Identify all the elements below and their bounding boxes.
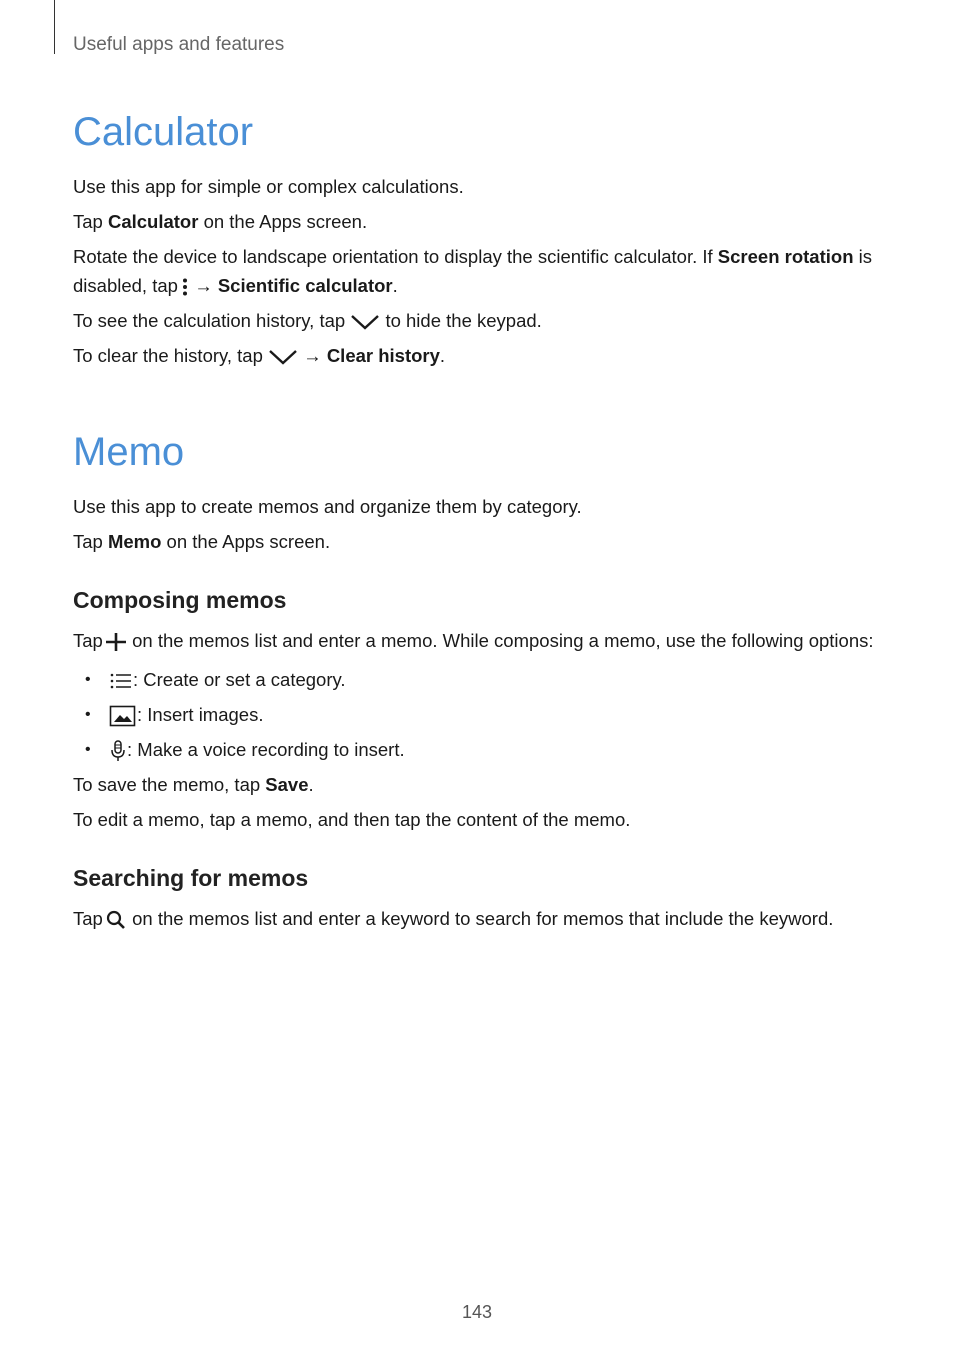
text-span: is disabled, tap xyxy=(73,246,872,296)
save-label: Save xyxy=(265,774,309,795)
text-span: Tap xyxy=(73,908,108,929)
bullet-text: : Make a voice recording to insert. xyxy=(127,739,405,760)
section-header: Useful apps and features xyxy=(73,34,285,55)
calculator-history-instruction xyxy=(73,306,893,335)
page-content xyxy=(73,104,893,933)
searching-memos-heading: Searching for memos xyxy=(73,865,309,891)
bullet-dot: • xyxy=(85,671,91,688)
text-span: to hide the keypad. xyxy=(380,310,542,331)
text-span: on the memos list and enter a memo. While composing a memo, use the following options: xyxy=(126,630,874,651)
text-span: on the memos list and enter a keyword to search for memos that include the keyword. xyxy=(126,908,834,929)
chevron-down-icon xyxy=(268,348,298,366)
text-span: . xyxy=(392,275,398,296)
composing-options-list xyxy=(73,665,893,764)
composing-memos-heading: Composing memos xyxy=(73,587,287,613)
list-item xyxy=(73,735,893,764)
list-item xyxy=(73,700,893,729)
calculator-app-name: Calculator xyxy=(107,211,199,232)
save-instruction xyxy=(73,770,893,799)
memo-intro: Use this app to create memos and organize them by category. xyxy=(73,496,582,517)
page-number: 143 xyxy=(461,1302,493,1322)
clear-history-label: Clear history xyxy=(326,345,440,366)
searching-instruction xyxy=(73,904,893,933)
arrow-text: → xyxy=(298,345,327,366)
header-rule xyxy=(54,0,55,54)
text-span: on the Apps screen. xyxy=(161,531,331,552)
list-icon xyxy=(109,671,133,691)
image-icon xyxy=(109,705,137,727)
microphone-icon xyxy=(109,740,127,762)
calculator-title: Calculator xyxy=(73,110,254,154)
search-icon xyxy=(105,910,127,930)
bullet-text: : Create or set a category. xyxy=(133,669,346,690)
calculator-intro: Use this app for simple or complex calculations. xyxy=(73,176,464,197)
calculator-tap-instruction xyxy=(73,207,893,236)
calculator-clear-instruction xyxy=(73,341,893,370)
text-span: Tap xyxy=(73,531,108,552)
more-options-icon xyxy=(181,277,189,297)
memo-tap-instruction xyxy=(73,527,893,556)
edit-instruction: To edit a memo, tap a memo, and then tap the content of the memo. xyxy=(73,809,631,830)
arrow-text: → xyxy=(189,275,218,296)
text-span: To see the calculation history, tap xyxy=(73,310,351,331)
chevron-down-icon xyxy=(350,313,380,331)
text-span: To clear the history, tap xyxy=(73,345,269,366)
calculator-rotate-instruction xyxy=(73,242,893,300)
composing-instruction xyxy=(73,626,893,655)
bullet-dot: • xyxy=(85,706,91,723)
text-span: To save the memo, tap xyxy=(73,774,266,795)
memo-app-name: Memo xyxy=(107,531,162,552)
text-span: Tap xyxy=(73,211,108,232)
bullet-dot: • xyxy=(85,741,91,758)
text-span: on the Apps screen. xyxy=(198,211,368,232)
text-span: . xyxy=(439,345,446,366)
plus-icon xyxy=(105,632,127,652)
list-item xyxy=(73,665,893,694)
text-span: Tap xyxy=(73,630,108,651)
text-span: . xyxy=(308,774,314,795)
bullet-text: : Insert images. xyxy=(137,704,264,725)
text-span: Rotate the device to landscape orientation to display the scientific calculator. If xyxy=(73,246,718,267)
memo-title: Memo xyxy=(73,430,185,474)
screen-rotation-label: Screen rotation xyxy=(717,246,854,267)
scientific-calculator-label: Scientific calculator xyxy=(217,275,393,296)
